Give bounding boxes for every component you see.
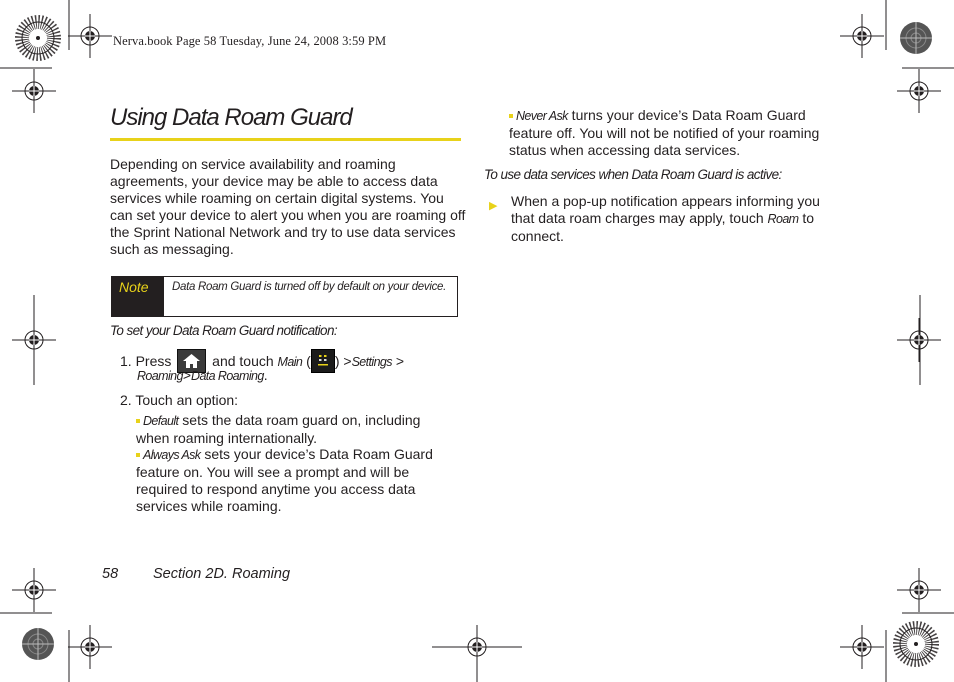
use-step-before: When a pop-up notification appears informing you that data roam charges may apply, touch <box>511 193 820 226</box>
main-menu-button <box>311 349 335 373</box>
note-label: Note <box>112 277 164 316</box>
step-2 <box>120 392 238 409</box>
option-default <box>136 412 456 447</box>
page-number: 58 <box>102 566 119 582</box>
step-1-period: . <box>263 367 268 383</box>
settings-term: Settings <box>351 355 392 369</box>
title-underline <box>110 138 461 141</box>
set-procedure-heading: To set your Data Roam Guard notification: <box>110 323 338 338</box>
page-title: Using Data Roam Guard <box>110 104 352 131</box>
intro-paragraph: Depending on service availability and roaming agreements, your device may be able to access data services while roaming on certain digital systems. You can set your device to alert you when you are roaming off the Sprint National Network and try to use data services such as messaging. <box>110 156 466 257</box>
use-step <box>511 193 841 245</box>
use-procedure-heading: To use data services when Data Roam Guard is active: <box>484 167 782 182</box>
roaming-term: Roaming <box>137 369 183 383</box>
open-paren: ( <box>306 353 311 369</box>
main-menu-icon <box>312 350 334 372</box>
gt-sep-2: > <box>395 353 405 369</box>
option-default-term: Default <box>143 414 179 428</box>
roam-term: Roam <box>767 212 799 226</box>
close-paren: ) <box>334 353 344 369</box>
step-1-press: Press <box>135 353 172 369</box>
step-1-number: 1. <box>120 353 132 369</box>
data-roaming-term: Data Roaming <box>191 369 264 383</box>
bullet-icon <box>136 453 140 457</box>
option-always-ask <box>136 446 456 515</box>
step-1-and-touch: and touch <box>212 353 274 369</box>
book-header: Nerva.book Page 58 Tuesday, June 24, 2008 3:59 PM <box>113 34 387 48</box>
step-1-continued <box>137 367 268 385</box>
section-footer: Section 2D. Roaming <box>153 566 291 582</box>
step-2-number: 2. <box>120 392 132 408</box>
gt-sep-1: > <box>343 353 352 369</box>
bullet-icon <box>136 419 140 423</box>
option-never-ask-text: turns your device’s Data Roam Guard feature off. You will not be notified of your roaming status when accessing data services. <box>509 107 820 158</box>
note-text: Data Roam Guard is turned off by default on your device. <box>172 281 447 293</box>
step-2-text: Touch an option: <box>135 392 239 408</box>
arrow-bullet-icon: ▶ <box>489 200 498 212</box>
option-never-ask <box>509 107 839 159</box>
option-always-ask-text: sets your device’s Data Roam Guard feature on. You will see a prompt and will be required to respond anytime you access data services while roaming. <box>136 446 433 514</box>
option-always-ask-term: Always Ask <box>143 448 201 462</box>
option-never-ask-term: Never Ask <box>516 109 568 123</box>
gt-sep-3: > <box>182 367 192 383</box>
use-step-after: to connect. <box>511 210 815 244</box>
option-default-text: sets the data roam guard on, including when roaming internationally. <box>136 412 421 446</box>
main-term: Main <box>277 355 303 369</box>
note-box <box>111 276 458 317</box>
bullet-icon <box>509 114 513 118</box>
